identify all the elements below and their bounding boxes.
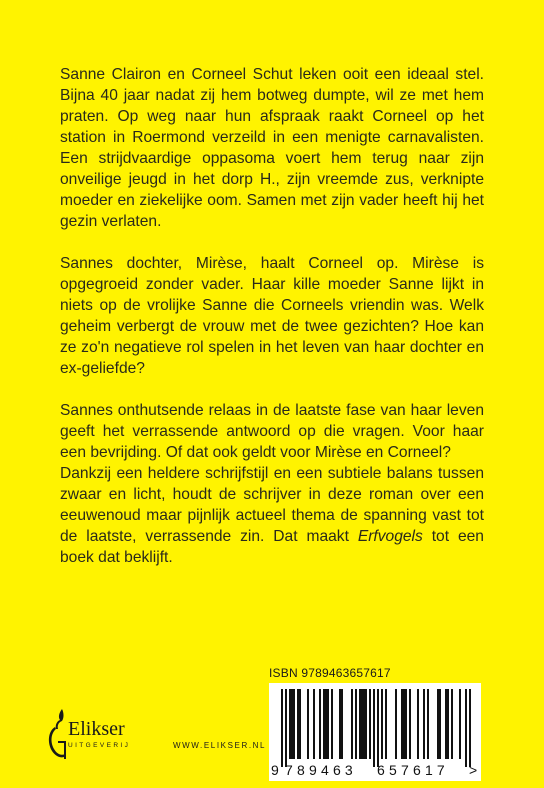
publisher-logo <box>46 707 176 767</box>
barcode-bar <box>377 689 379 767</box>
barcode-bar <box>291 689 293 759</box>
barcode-bar <box>289 689 291 759</box>
book-title: Erfvogels <box>357 528 423 545</box>
barcode-bar <box>351 689 353 759</box>
blurb-paragraph-4-end: tot een boek dat beklijft. <box>60 528 484 566</box>
barcode-bar <box>451 689 453 759</box>
barcode-bar <box>361 689 363 759</box>
barcode-bar <box>445 689 447 759</box>
blurb-paragraph-1: Sanne Clairon en Corneel Schut leken ooit een ideaal stel. Bijna 40 jaar nadat zij hem botweg dumpte, wil ze met hem praten. Op weg naar hun afspraak raakt Corneel op het station in Roermond verzeild in een menigte carnavalisten. Een strijdvaardige oppasoma voert hem terug naar zijn onveilige jeugd in het dorp H., zijn vreemde zus, verknipte moeder en ziekelijke oom. Samen met zijn vader heeft hij het gezin verlaten. <box>60 66 484 230</box>
barcode-bar <box>327 689 329 759</box>
barcode-bar <box>297 689 299 759</box>
barcode-bar <box>323 689 325 759</box>
barcode-right-group: 657617 <box>377 762 449 778</box>
barcode-bar <box>341 689 343 759</box>
barcode-bar <box>447 689 449 759</box>
barcode-digits <box>269 762 481 778</box>
barcode-bar <box>409 689 411 759</box>
barcode-bar <box>439 689 441 759</box>
barcode-bar <box>437 689 439 759</box>
publisher-name: Elikser <box>68 718 125 740</box>
barcode-bar <box>285 689 287 767</box>
barcode-bar <box>293 689 295 759</box>
barcode-bar <box>331 689 333 759</box>
blurb <box>60 64 484 568</box>
barcode-bar <box>459 689 461 759</box>
barcode-bar <box>465 689 467 767</box>
blurb-paragraph-3: Sannes onthutsende relaas in de laatste fase van haar leven geeft het verrassende antwoord op die vragen. Voor haar een bevrijding. Of dat ook geldt voor Mirèse en Corneel? <box>60 402 484 461</box>
barcode-bar <box>299 689 301 759</box>
barcode-bar <box>423 689 425 759</box>
barcode-bar <box>427 689 429 759</box>
barcode-bar <box>403 689 405 759</box>
barcode-bar <box>365 689 367 759</box>
quill-icon <box>46 707 70 767</box>
barcode-first-digit: 9 <box>271 762 279 778</box>
barcode-bar <box>373 689 375 767</box>
barcode-bar <box>405 689 407 759</box>
barcode-bar <box>401 689 403 759</box>
barcode-bar <box>355 689 357 759</box>
barcode-bar <box>281 689 283 767</box>
barcode-bar <box>469 689 471 767</box>
blurb-paragraph-4 <box>60 463 484 568</box>
barcode-bar <box>359 689 361 759</box>
barcode <box>269 683 481 781</box>
barcode-bar <box>417 689 419 759</box>
barcode-bar <box>381 689 383 759</box>
publisher-subtitle: UITGEVERIJ <box>68 742 131 749</box>
barcode-bar <box>319 689 321 759</box>
barcode-bar <box>339 689 341 759</box>
barcode-bar <box>313 689 315 759</box>
barcode-bar <box>325 689 327 759</box>
barcode-block <box>269 666 481 781</box>
barcode-bar <box>395 689 397 759</box>
blurb-paragraph-2: Sannes dochter, Mirèse, haalt Corneel op. Mirèse is opgegroeid zonder vader. Haar kille moeder Sanne lijkt in niets op de vrolijke Sanne die Corneels vriendin was. Welk geheim verbergt de vrouw met de twee gezichten? Hoe kan ze zo'n negatieve rol spelen in het leven van haar dochter en ex-geliefde? <box>60 255 484 377</box>
barcode-bar <box>363 689 365 759</box>
publisher-website: WWW.ELIKSER.NL <box>173 741 267 750</box>
barcode-left-group: 789463 <box>285 762 357 778</box>
blurb-paragraph-4-text: Dankzij een heldere schrijfstijl en een subtiele balans tussen zwaar en licht, houdt de schrijver in deze roman over een eeuwenoud maar pijnlijk actueel thema de spanning vast tot de laatste, verrassende zin. Dat maakt <box>60 465 484 545</box>
barcode-bar <box>369 689 371 759</box>
barcode-bar <box>307 689 309 759</box>
isbn-label: ISBN 9789463657617 <box>269 666 391 680</box>
barcode-bar <box>385 689 387 759</box>
barcode-quiet-mark: > <box>469 762 478 778</box>
